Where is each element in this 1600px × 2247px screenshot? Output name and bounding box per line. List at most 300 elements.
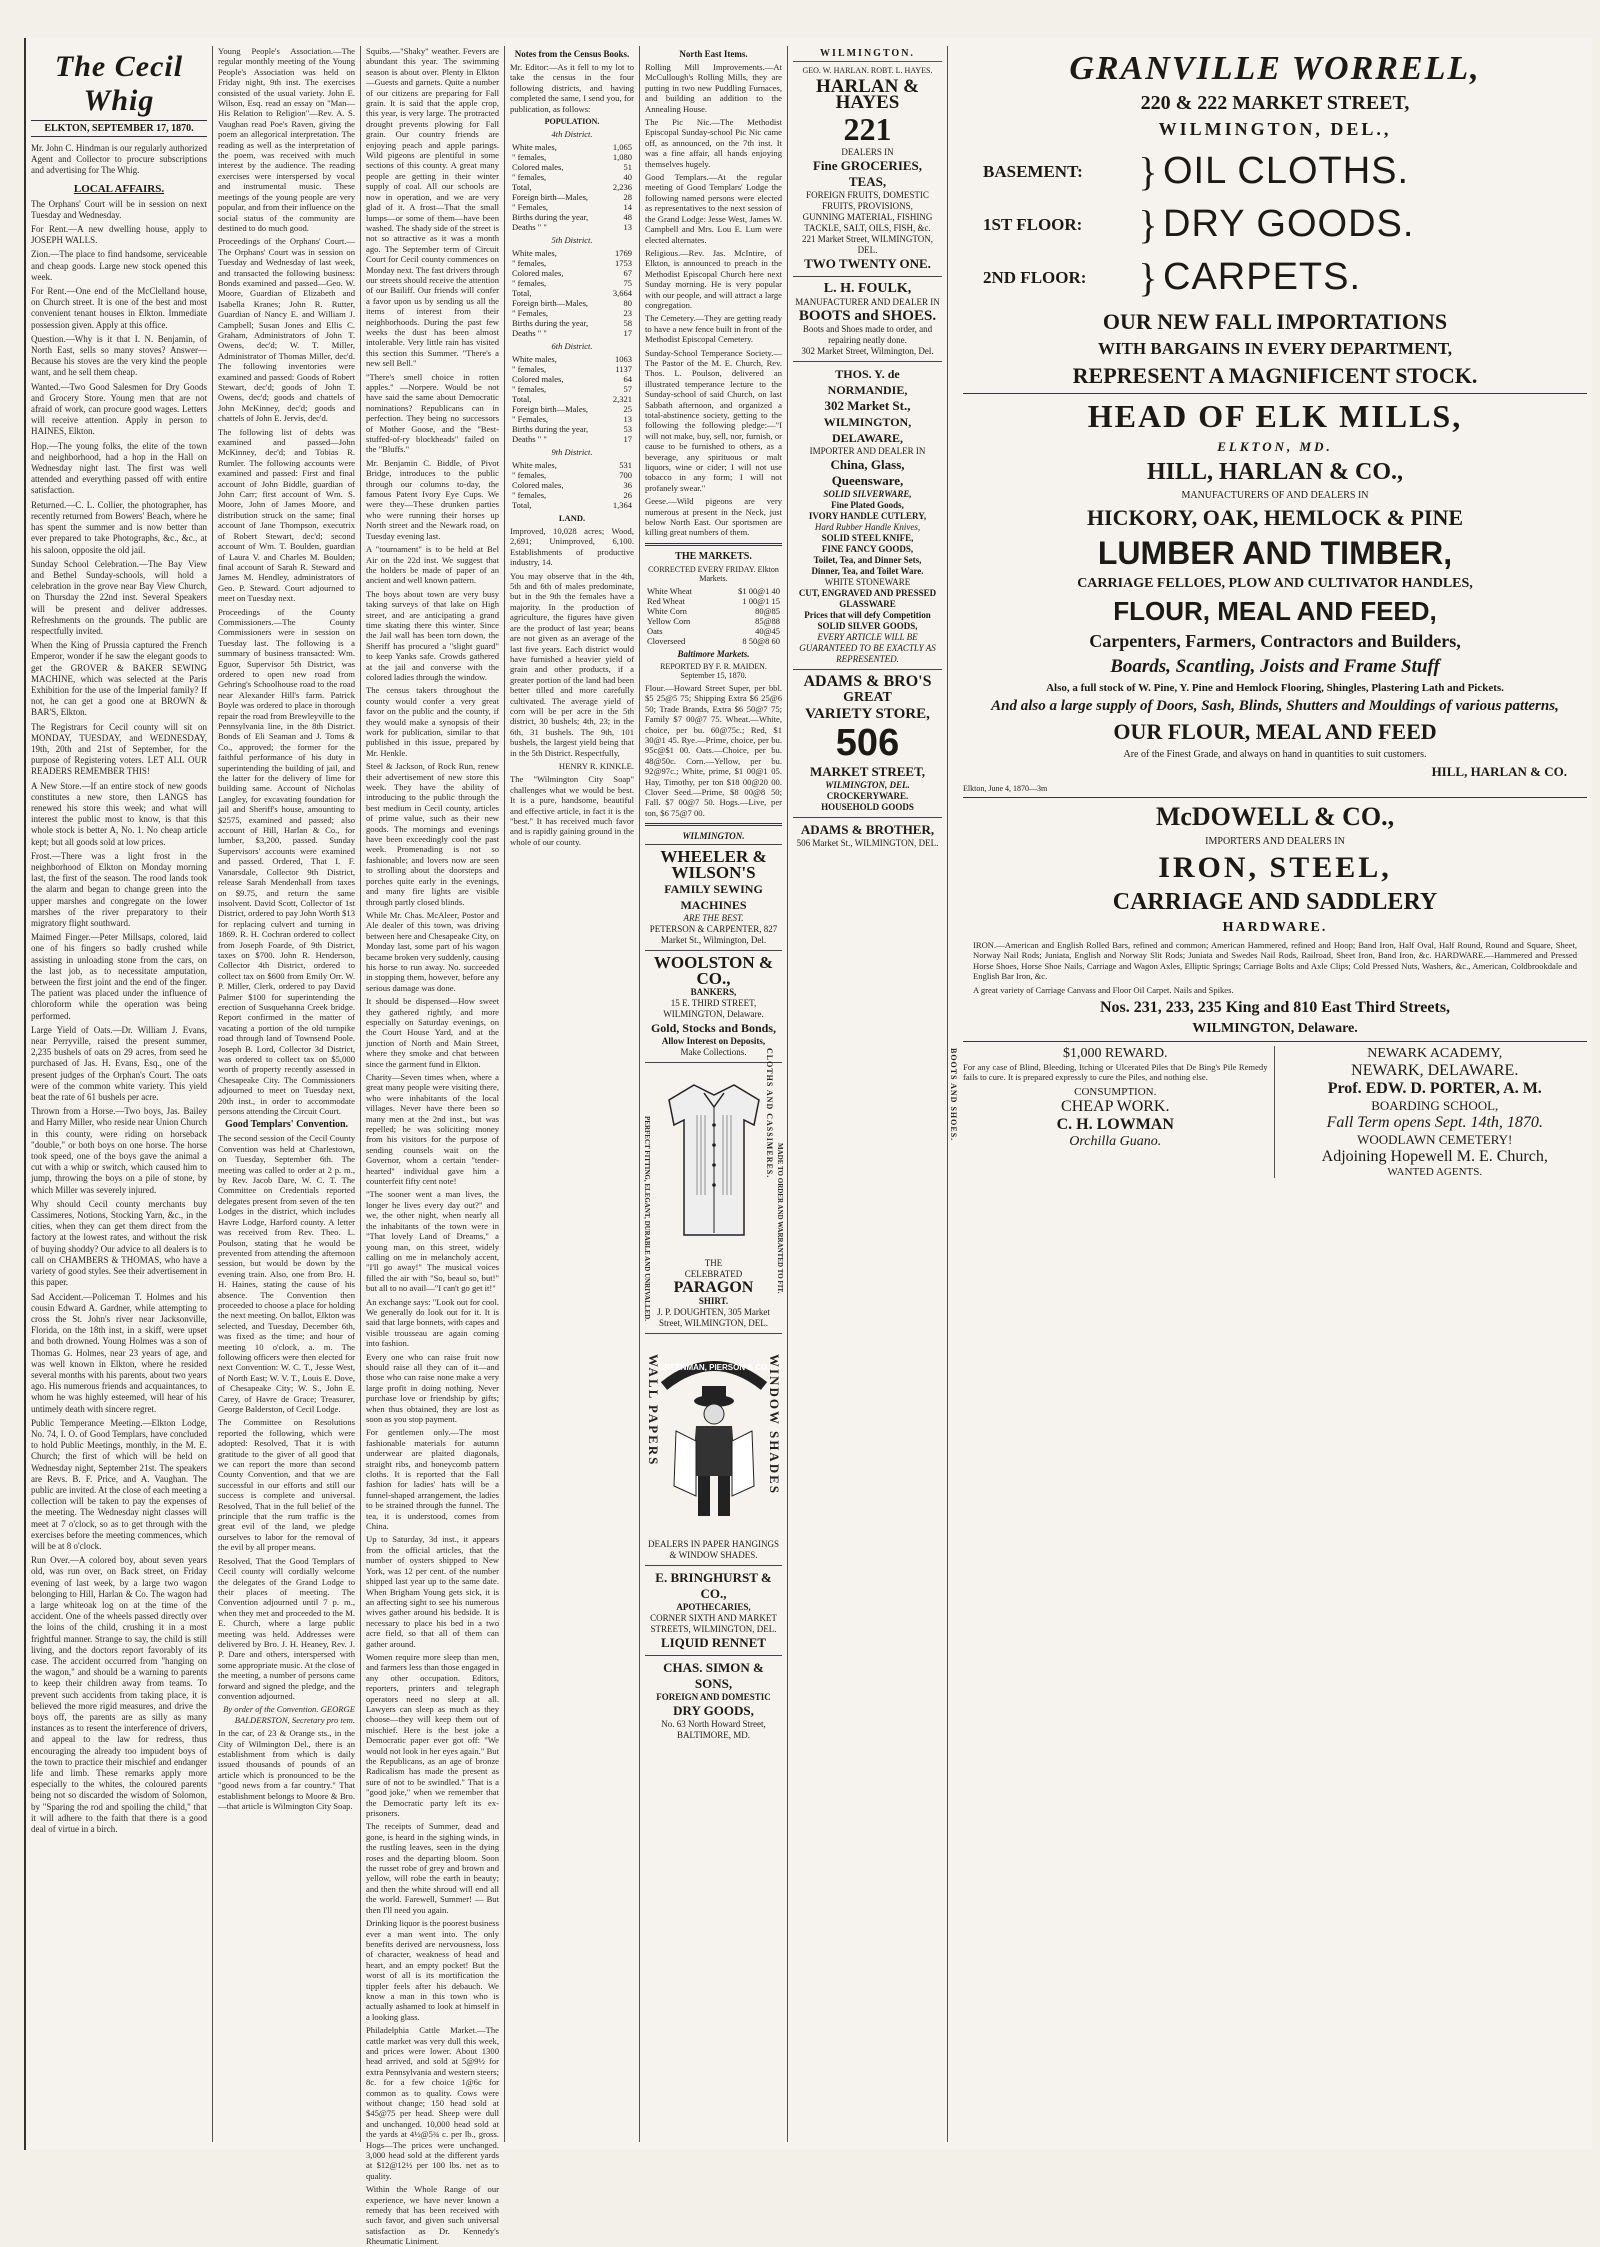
ad-text: Carpenters, Farmers, Contractors and Builders, — [1089, 631, 1461, 651]
ad-de-normandie — [793, 361, 942, 669]
table-cell: 25 — [623, 404, 632, 415]
census-table-6 — [510, 354, 634, 444]
ad-city: WILMINGTON, DEL., — [1158, 119, 1392, 139]
ad-address: Nos. 231, 233, 235 King and 810 East Third Streets, — [1099, 999, 1451, 1017]
ad-text: ARE THE BEST. — [683, 913, 744, 924]
ad-text: 302 Market St., — [824, 398, 911, 413]
table-cell: White males, — [512, 248, 557, 259]
table-cell: " females, — [512, 384, 547, 395]
ad-text: GUNNING MATERIAL, FISHING TACKLE, SALT, OILS, FISH, &c. — [802, 212, 933, 233]
table-cell: 17 — [623, 434, 632, 445]
article-paragraph: Sunday-School Temperance Society.—The Pastor of the M. E. Church, Rev. Thos. L. Poulson, delivered an illustrated temperance lecture to the Sunday-school of said Church, on last Sabbath afternoon, and organized a total-abstinence society, getting to the following the following pledge:—"I will not make, buy, sell, nor, furnish, or cause to be furnished to others, as a beverage, any spirituous or malt liquors, wine or cider; I will not use tobacco in any form; I will not profanely swear." — [645, 347, 782, 493]
table-row — [510, 374, 634, 384]
ad-subtitle: APOTHECARIES, — [676, 1602, 751, 1613]
census-table-4 — [510, 142, 634, 232]
table-cell: " females, — [512, 278, 547, 289]
local-item: Question.—Why is it that I. N. Benjamin, of North East, sells so many stoves? Answer—Because his stoves are the very kind the people want, and he sell them cheap. — [31, 333, 207, 378]
ad-text: CORNER SIXTH AND MARKET STREETS, WILMINGTON, DEL. — [650, 1613, 777, 1635]
table-heading: POPULATION. — [544, 117, 600, 127]
local-item: For Rent.—A new dwelling house, apply to JOSEPH WALLS. — [31, 224, 207, 246]
table-row — [510, 162, 634, 172]
floor-label: 1ST FLOOR: — [983, 214, 1083, 234]
local-item: Hop.—The young folks, the elite of the town and neighborhood, had a hop in the Hall on Wednesday night last. The first was well attended and everything passed off with entire satisfaction. — [31, 440, 207, 496]
table-cell: Births during the year, — [512, 424, 589, 435]
masthead-title: The Cecil Whig — [54, 50, 184, 117]
ad-text: CELEBRATED — [684, 1269, 743, 1280]
ad-text: CUT, ENGRAVED AND PRESSED GLASSWARE — [798, 588, 937, 609]
table-cell: Colored males, — [512, 480, 564, 491]
table-cell: Deaths " " — [512, 222, 547, 233]
ad-text: 506 Market St., WILMINGTON, DEL. — [796, 838, 939, 848]
table-row — [510, 212, 634, 222]
local-item: Frost.—There was a light frost in the neighborhood of Elkton on Monday morning last, the first of the season. The rood lands took the alarm and began to change green into the upper marshes and congregate on the lower marshes of the river preparatory to their migratory flight southward. — [31, 850, 207, 928]
article-paragraph: Proceedings of the Orphans' Court.—The Orphans' Court was in session on Tuesday and Wednesday of last week, and transacted the following business: Bonds examined and passed—Geo. W. Moore, Guardian of Elizabeth and Isabella Kranes; John R. Rutter, Guardian of Nancy E. and William J. Campbell; Susan Jones and Ellis C. Graham, Administrators of John T. Owens, dec'd; W. T. Miller, Administrator of Thomas Miller, dec'd. The following inventories were examined and passed: Goods of Robert Stewart, dec'd; goods of John T. Owens, dec'd; goods and chattels of John McKinney, dec'd; goods and chattels of John E. Jervis, dec'd. — [218, 236, 355, 424]
article-paragraph: Every one who can raise fruit now should raise all they can of it—and those who can raise none make a very large profit in doing nothing. Never purchase love or friendship by gifts; when thus obtained, they are lost as soon as you stop payment. — [366, 1351, 499, 1424]
ad-text: CROCKERYWARE. — [826, 791, 909, 801]
table-cell: 53 — [623, 424, 632, 435]
table-cell: Red Wheat — [647, 595, 685, 606]
ad-text: Prof. EDW. D. PORTER, A. M. — [1327, 1080, 1542, 1098]
table-heading: LAND. — [558, 513, 586, 524]
table-cell: 80@85 — [755, 605, 780, 616]
masthead-dateline: ELKTON, SEPTEMBER 17, 1870. — [31, 120, 207, 137]
section-heading: Notes from the Census Books. — [514, 49, 630, 59]
article-paragraph: Mr. Editor:—As it fell to my lot to take the census in the four following districts, and having completed the same, I send you, for publication, as follows: — [510, 62, 634, 114]
agent-notice: Mr. John C. Hindman is our regularly authorized Agent and Collector to procure subscriptions and advertising for The Whig. — [31, 143, 207, 176]
table-row — [510, 288, 634, 298]
ad-text: Are of the Finest Grade, and always on hand in quantities to suit customers. — [1123, 749, 1427, 760]
ad-bringhurst — [645, 1565, 782, 1655]
article-paragraph: While Mr. Chas. McAleer, Postor and Ale dealer of this town, was driving between here and Chesapeake City, on Monday last, some part of his wagon became broken very suddenly, causing his horse to run away. No. succeeded in stopping them, however, before any serious damage was done. — [366, 909, 499, 993]
table-row — [510, 308, 634, 318]
table-cell: 1137 — [615, 364, 632, 375]
table-cell: Births during the year, — [512, 318, 589, 329]
census-table-9 — [510, 460, 634, 510]
column-3 — [361, 46, 505, 2247]
ad-text: REPRESENT A MAGNIFICENT STOCK. — [1072, 363, 1478, 388]
floor-goods: CARPETS. — [1163, 256, 1362, 298]
ad-number: 506 — [835, 722, 900, 764]
vertical-caption: PERFECT FITTING, ELEGANT, DURABLE AND UNRIVALLED. — [643, 1115, 651, 1321]
ad-title: HARLAN & HAYES — [816, 76, 919, 113]
article-paragraph: Geese.—Wild pigeons are very numerous at present in the Neck, just below North East. Our sportsmen are killing great numbers of them. — [645, 496, 782, 538]
column-2 — [213, 46, 361, 2142]
article-paragraph: Resolved, That the Good Templars of Cecil county will cordially welcome the delegates of the Grand Lodge to their places of meeting. The Convention adjourned until 7 p. m., when they met and proceeded to the M. E. Church, where a large public meeting was held. Addresses were delivered by Bro. J. H. Heaney, Rev. J. P. Dare and others, interspersed with some appropriate music. At the close of the meeting, a number of persons came forward and signed the pledge, and the convention adjourned. — [218, 1555, 355, 1701]
ad-text: China, Glass, Queensware, — [830, 457, 905, 488]
ad-text: 15 E. THIRD STREET, WILMINGTON, Delaware. — [663, 998, 764, 1020]
table-cell: 40 — [623, 172, 632, 183]
ad-text: NEWARK, DELAWARE. — [1351, 1062, 1519, 1080]
table-cell: 48 — [623, 212, 632, 223]
ad-title: CHAS. SIMON & SONS, — [663, 1660, 764, 1692]
ad-date: Elkton, June 4, 1870—3m — [963, 784, 1048, 793]
table-row — [510, 298, 634, 308]
ad-body-text: For any case of Blind, Bleeding, Itching or Ulcerated Piles that De Bing's Pile Remedy fails to cure. It is prepared expressly to cure the Piles, and nothing else. — [963, 1062, 1268, 1083]
ad-adams-bros — [793, 669, 942, 817]
floor-row — [963, 256, 1587, 299]
ad-hill-harlan-title: HILL, HARLAN & CO., — [1146, 459, 1404, 485]
table-cell: 13 — [623, 414, 632, 425]
ad-text: SHIRT. — [698, 1296, 729, 1307]
ad-text: WILMINGTON, DEL. — [825, 780, 910, 790]
table-cell: 8 50@8 60 — [742, 635, 780, 646]
article-paragraph: Women require more sleep than men, and farmers less than those engaged in any other occupation. Editors, reporters, printers and telegraph operators need no sleep at all. Lawyers can sleep as much as they choose—they will keep them out of mischief. Here is the best joke a Democratic paper ever got off: "We would not look in her eyes again." But the Republicans, as an age of bronze Radicalism has made the present as sure of not to be swindled." That is a "good joke," when we remember that the Democratic party left its ex-prisoners. — [366, 1651, 499, 1819]
floor-row — [963, 150, 1587, 193]
ad-title: WOOLSTON & CO., — [653, 953, 774, 989]
article-paragraph: "The sooner went a man lives, the longer he lives every day out?" and we, the other night, when nearly all the inhabitants of the town were in "That lovely Land of Dreams," a young man, on this street, widely calling on me in melancholy accent, "I'll go away!" The musical voices filled the air with "So, beaul so, but!" but all to no avail—"I can't go get it!" — [366, 1189, 499, 1294]
ad-text: Boots and Shoes made to order, and repairing neatly done. — [802, 324, 933, 345]
ad-text: TWO TWENTY ONE. — [804, 256, 931, 271]
ad-head-of-elk-title: HEAD OF ELK MILLS, — [1087, 398, 1463, 434]
markets-subheading: CORRECTED EVERY FRIDAY. Elkton Markets. — [648, 564, 779, 583]
bottom-ads-right — [1283, 1046, 1588, 1178]
table-cell: Total, — [512, 500, 532, 511]
ad-subtitle: DEALERS IN — [841, 147, 894, 157]
table-row — [510, 460, 634, 470]
table-row — [510, 182, 634, 192]
table-cell: Foreign birth—Males, — [512, 404, 589, 415]
ad-text: Adjoining Hopewell M. E. Church, — [1321, 1148, 1548, 1166]
ad-text: SOLID SILVERWARE, — [823, 489, 912, 499]
ad-text: EVERY ARTICLE WILL BE GUARANTEED TO BE EXACTLY AS REPRESENTED. — [799, 632, 936, 664]
table-row — [510, 424, 634, 434]
section-heading: Good Templars' Convention. — [224, 1119, 349, 1131]
local-item: Sad Accident.—Policeman T. Holmes and his cousin Edward A. Gardner, while attempting to cross the St. John's river near Jacksonville, Florida, on the 18th inst, in a skiff, were upset and both drowned. Young Holmes was a son of Thomas G. Holmes, near 23 years of age, and was well known in Elkton, where he resided several months with his parents, about two years ago. His numerous friends and acquaintances, to whom he was highly esteemed, will hear of his untimely death with sincere regret. — [31, 1291, 207, 1414]
ad-text: CARRIAGE FELLOES, PLOW AND CULTIVATOR HANDLES, — [1077, 576, 1473, 591]
section-heading: North East Items. — [679, 49, 748, 59]
ad-title: CHEAP WORK. — [1061, 1097, 1170, 1115]
article-paragraph: Flour.—Howard Street Super, per bbl. $5 25@5 75; Shipping Extra $6 25@6 50; Trade Brands, Extra $6 50@7 75; Family $7 00@7 75. Wheat.—White, choice, per bu. 60@75c.; Red, $1 30@1 45. Rye.—Prime, choice, per bu. 95c@$1 00. Oats.—Choice, per bu. 48@50c. Corn.—Yellow, per bu. 92@97c.; White, prime, $1 00@1 05. Hay, Timothy, per ton $18 00@20 00. Clover Seed.—Prime, $8 00@8 50; Fall. $7 00@7 50. Hogs.—Live, per ton, $6 75@7 00. — [645, 682, 782, 818]
table-cell: " Females, — [512, 308, 549, 319]
ad-text: Prices that will defy Competition — [804, 610, 931, 620]
column-4 — [505, 46, 640, 2142]
table-cell: 85@88 — [755, 615, 780, 626]
article-paragraph: Squibs.—"Shaky" weather. Fevers are abundant this year. The swimming season is about over. Plenty in Elkton—Guests and garnets. Quite a number of our citizens are preparing for Fall grain. It is said that the apple crop, this year, is very large. The protracted drought prevents plowing for Fall grain. Our country friends are enjoying peach and apple parings. Wild pigeons are plentiful in some sections of this county. A great many people are getting in their winter supply of coal. All our schools are now in operation, and we are very glad of it. A frost—That the small lumps—or some of them—have been washed. The shady side of the street is not so attractive as it was a month ago. The September term of Circuit Court for Cecil county commences on Monday next. The fast drivers through our streets should receive the attention of our Bailiff. Our friends will confer a favor upon us by sending us all the items of interest from their neighborhoods. During the past few weeks the dust has been almost intolerable. Very little rain has visited this section this Summer. "There's a new sell Bell." — [366, 46, 499, 369]
table-cell: 75 — [623, 278, 632, 289]
table-cell: Foreign birth—Males, — [512, 192, 589, 203]
ad-text: OUR NEW FALL IMPORTATIONS — [1102, 309, 1448, 334]
local-item: Maimed Finger.—Peter Millsaps, colored, laid one of his fingers so badly crushed while assisting in unloading stone from the cars, on the last job, as to necessitate amputation, between the first joint and the end of the finger. The patient was placed under the influence of chloroform while the operation was being performed. — [31, 932, 207, 1021]
table-cell: Deaths " " — [512, 328, 547, 339]
table-cell: White males, — [512, 354, 557, 365]
table-cell: 13 — [623, 222, 632, 233]
ad-text: Dinner, Tea, and Toilet Ware. — [811, 566, 924, 576]
ad-text: HOUSEHOLD GOODS — [821, 802, 914, 812]
ad-text: Also, a full stock of W. Pine, Y. Pine and Hemlock Flooring, Shingles, Plastering Lath and Pickets. — [1046, 682, 1504, 694]
table-cell: 40@45 — [755, 625, 780, 636]
article-paragraph: The receipts of Summer, dead and gone, is heard in the sighing winds, in the rustling leaves, seen in the dying roses and the departing bloom. Soon the russet robe of grey and brown and yellow, will robe the earth in beauty; and then the white shroud will end all the world. Farewell, Summer! — But then I'll need you again. — [366, 1821, 499, 1915]
table-row — [510, 222, 634, 232]
man-with-banner-illustration-icon — [654, 1346, 774, 1526]
brace-icon: } — [1138, 254, 1158, 300]
table-cell: 1753 — [615, 258, 632, 269]
ad-city: ELKTON, MD. — [1217, 439, 1333, 454]
article-paragraph: Steel & Jackson, of Rock Run, renew their advertisement of new store this week. They have the ability of introducing to the public through the best medium in Cecil county, articles of prime value, such as their new goods. The mornings and evenings have been exceedingly cool the past week. Promenading is not so fashionable; and lovers now are seen to strolling about the doorsteps and porches quite early in the evenings, and many fire lights are visible through partly closed blinds. — [366, 761, 499, 907]
article-paragraph: The second session of the Cecil County Convention was held at Charlestown, on Tuesday, September 6th. The meeting was called to order at 2 p. m., by Rev. Jacob Dare, W. C. T. The Committee on Credentials reported delegates present from seven of the ten Lodges in the district, which includes Havre Lodge, Harford county. A letter was received from Rev. Theo. L. Poulson, stating that he would be prevented from attending the afternoon session, but would be down by the evening train. Also, one from Bro. H. H. Haines, stating the cause of his absence. The Convention then proceeded to choose a place for holding the next meeting. On ballot, Elkton was selected, and Tuesday, December 6th, was fixed as the time; and hour of meeting 10 o'clock, a. m. The following officers were then elected for next Convention: W. C. T., Jesse West, of North East; W. V. T., Louis E. Dove, of Chesapeake City; W. S., John E. Carey, of Havre de Grace; Treasurer, George Balderston, of Cecil Lodge. — [218, 1133, 355, 1414]
table-cell: 26 — [623, 490, 632, 501]
ad-text: Fine Plated Goods, — [831, 500, 904, 510]
table-cell: " females, — [512, 172, 547, 183]
section-local-affairs: LOCAL AFFAIRS. — [73, 182, 165, 195]
table-cell: 17 — [623, 328, 632, 339]
ad-title: PARAGON — [673, 1279, 754, 1297]
table-cell: 1063 — [615, 354, 632, 365]
local-item: Why should Cecil county merchants buy Cassimeres, Notions, Stocking Yarn, &c., in the cities, when they can get them direct from the factory at the lowest rates, and without the risk of buying shoddy? Our advice to all dealers is to call on CHAMBERS & THOMAS, who have a variety of good styles. See their advertisement in this paper. — [31, 1198, 207, 1288]
table-cell: Colored males, — [512, 162, 564, 173]
local-item: Thrown from a Horse.—Two boys, Jas. Bailey and Harry Miller, who reside near Union Church in this county, were riding on horseback "double," or both boys on one horse. The horse took speed, one of the boys gave the animal a cut with a whip or switch, which caused him to jump, throwing the boys on a pile of stone, by which Miller was severely injured. — [31, 1106, 207, 1195]
article-paragraph: The boys about town are very busy taking surveys of that lake on High street, and are anticipating a grand time skating there this winter. Since the Jail wall has been torn down, the Sheriff has procured a "slight guard" to keep Yanks safe. Crowds gathered at the jail and converse with the colored ladies through the window. — [366, 588, 499, 682]
ad-text: DEALERS IN PAPER HANGINGS & WINDOW SHADES. — [648, 1539, 779, 1561]
table-cell: White males, — [512, 142, 557, 153]
table-cell: Total, — [512, 394, 532, 405]
table-row — [510, 394, 634, 404]
local-item: Run Over.—A colored boy, about seven years old, was run over, on Back street, on Friday evening of last week, by a large two wagon belonging to Hill, Harlan & Co. The wagon had a large whiteoak log on at the time of the accident. One of the wheels passed directly over the loins of the child, crushing it in a most frightful manner. Strange to say, the child is still living, and the doctors report favorably of its case. The accident occurred from "hanging on the wagon," and should be a warning to parents to keep their children away from teams. To prevent such accidents from taking place, it is believed the more rigid measures, and drive the boys off, the parents are as silly as many instances as to resent the interference of drivers, and appeal to the law for redress, thus encouraging the already too impudent boys of the town to practice their mischief and endanger life and limb. These remarks apply more especially to the whites, the coloured parents being not so discarded the wisdom of Solomon, by "Sparing the rod and spoiling the child," that it will adhere to the faith that there is a good deal of virtue in a birch. — [31, 1555, 207, 1835]
ad-harlan-hayes — [793, 75, 942, 276]
shirt-illustration-icon — [659, 1075, 769, 1245]
section-heading: WILMINGTON. — [682, 831, 745, 842]
ad-text: No. 63 North Howard Street, BALTIMORE, MD. — [661, 1719, 766, 1741]
table-row — [510, 384, 634, 394]
article-paragraph: Rolling Mill Improvements.—At McCullough's Rolling Mills, they are putting in two new Puddling Furnaces, and building an addition to the Annealing House. — [645, 62, 782, 114]
table-cell: White males, — [512, 460, 557, 471]
article-paragraph: Charity—Seven times when, where a great many people were visiting there, who were inhabitants of the local villages. Never have there been so many men at the 2nd inst., but was repelled; he was soliciting money from his visitors for the purpose of sending counsels wait on the Governor, whom a certain "tender-hearted" individual gave him a counterfeit fifty cent note! — [366, 1072, 499, 1187]
floor-label: 2ND FLOOR: — [983, 267, 1087, 287]
ad-subtitle: MANUFACTURERS OF AND DEALERS IN — [1181, 490, 1369, 501]
vertical-caption: MADE TO ORDER AND WARRANTED TO FIT. — [776, 1142, 784, 1294]
local-item: Public Temperance Meeting.—Elkton Lodge, No. 74, I. O. of Good Templars, have concluded to hold Public Meetings, monthly, in the M. E. Church; the first of which will be held on Wednesday night, September 21st. The speakers are Revs. B. F. Price, and A. Vaughan. The public are invited. At the close of each meeting a collection will be taken to pay the expenses of the meeting. The Wednesday night classes will meet at 7 o'clock, so as to get through with the exercises before the meeting commences, which will be at 8 o'clock. — [31, 1417, 207, 1551]
table-cell: 1,065 — [612, 142, 632, 153]
ad-foulk — [793, 276, 942, 361]
table-row — [645, 596, 782, 606]
table-cell: White Wheat — [647, 585, 692, 596]
markets-heading: Baltimore Markets. — [677, 648, 750, 659]
ad-body-text: A great variety of Carriage Canvass and Floor Oil Carpet. Nails and Spikes. — [973, 984, 1234, 995]
ad-text: PETERSON & CARPENTER, 827 Market St., Wilmington, Del. — [649, 924, 778, 946]
article-paragraph: A "tournament" is to be held at Bel Air on the 22d inst. We suggest that the holders be made of paper of an ancient and well known pattern. — [366, 544, 499, 586]
table-cell: 14 — [623, 202, 632, 213]
ad-title: Orchilla Guano. — [1069, 1133, 1162, 1149]
ad-adams-brother — [793, 817, 942, 853]
table-row — [510, 142, 634, 152]
ad-address: 220 & 222 MARKET STREET, — [1140, 92, 1410, 114]
ad-text: IVORY HANDLE CUTLERY, — [808, 511, 927, 521]
ad-text: VARIETY STORE, — [805, 706, 930, 722]
ad-text: 302 Market Street, Wilmington, Del. — [801, 346, 934, 356]
ad-text: MARKET STREET, — [809, 764, 926, 779]
section-heading: WILMINGTON. — [793, 48, 942, 62]
ad-simon-sons — [645, 1655, 782, 1745]
table-row — [510, 278, 634, 288]
table-cell: " females, — [512, 490, 547, 501]
table-cell: " females, — [512, 470, 547, 481]
ad-text: CARRIAGE AND SADDLERY — [1112, 889, 1438, 915]
local-item: The Orphans' Court will be in session on next Tuesday and Wednesday. — [31, 198, 207, 220]
ad-text: SOLID SILVER GOODS, — [817, 621, 918, 631]
bottom-ads-left — [963, 1046, 1275, 1178]
local-item: Wanted.—Two Good Salesmen for Dry Goods and Grocery Store. Young men that are not afraid of work, can procure good wages. Letters will receive attention. Apply in person to HAINES, Elkton. — [31, 381, 207, 437]
brace-icon: } — [1138, 201, 1158, 247]
floor-goods: OIL CLOTHS. — [1163, 150, 1410, 192]
ad-text: Make Collections. — [680, 1047, 747, 1058]
ad-text: Allow Interest on Deposits, — [661, 1036, 766, 1047]
article-paragraph: The Committee on Resolutions reported the following, which were adopted: Resolved, That it is with gratitude to the giver of all good that we can report the more than second County Convention, and that we are successful in our efforts and still our success is complete and universal. Resolved, That in the full belief of the principle that the rum traffic is the great evil of the land, we pledge ourselves to labor for the removal of the evil by all proper means. — [218, 1417, 355, 1553]
article-paragraph: Proceedings of the County Commissioners.—The County Commissioners were in session on Tuesday last. The following is a summary of business transacted: Wm. Eguor, Supervisor 5th District, was ordered to open new road from Gehring's Schoolhouse road to the road near Alexander Hill's farm. Patrick Boyle was ordered to place in thorough repair the road from Brewleyville to the Pennsylvania line, in the 8th District. Bonds of Eli Seaman and J. Toms & Co., approved; the former for the faithful performance of his duty in superintending the building of jail, and the latter for the delivery of lime for building same. Account of Nicholas Langley, for excavating foundation for jail and Sheriff's house, amounting to $2575, examined and passed; also account of Hill, Harlan & Co., for lumber, $3,200, passed. Sunday Supervisors' accounts were examined and passed. Ordered, That I. F. Vanarsdale, Collector 9th District, release Sarah Mendenhall from taxes on $9.75, and return the same insolvent. David Scott, Collector of 1st District, ordered to pay John Worth $13 for replacing culvert and turning in 1869. R. H. Cochran ordered to collect from Joseph Foarde, of 9th District, taxes on $700. John R. Henderson, Collector 4th District, ordered to collect tax on $600 from Emily Orr. W. P. Miller, Clerk, ordered to pay David Palmer $100 for superintending the erection of Susquehanna Creek bridge. Report confirmed in the matter of vacating a portion of the old turnpike road through land of Townsend Poole. Joseph B. Lord, Collector 3d District, was ordered to collect tax on $5,000 worth of property recently assessed in Chesapeake City. The Commissioners adjourned to meet on Tuesday next, 20th inst., in order to accommodate persons attending the Circuit Court. — [218, 606, 355, 1117]
local-item: When the King of Prussia captured the French Emperor, wonder if he saw the elegant goods to get the GROVER & BAKER SEWING MACHINE, which was selected at the Paris Exhibition for the use of the Imperial family? If not, he can get a good one at BROWN & BAR'S, Elkton. — [31, 640, 207, 718]
ad-text: Hard Rubber Handle Knives, — [814, 522, 921, 532]
signature: HENRY R. KINKLE. — [558, 760, 634, 771]
article-paragraph: Good Templars.—At the regular meeting of Good Templars' Lodge the following named persons were elected as representatives to the next session of the Grand Lodge: Jesse West, James W. Campbell and Mrs. Lou E. Lum were elected alternates. — [645, 172, 782, 245]
ad-text: IRON, STEEL, — [1158, 851, 1392, 884]
ad-title: THOS. Y. de NORMANDIE, — [827, 367, 908, 397]
table-cell: 51 — [623, 162, 632, 173]
banner-arc-label: CREENMAN, PIERSON & CO. — [657, 1363, 770, 1373]
article-paragraph: An exchange says: "Look out for cool. We generally do look out for it. It is said that large bonnets, with capes and visible trousseau are again coming into fashion. — [366, 1296, 499, 1349]
table-cell: 67 — [623, 268, 632, 279]
table-row — [645, 606, 782, 616]
markets-heading: THE MARKETS. — [675, 550, 752, 562]
ad-text: FOREIGN FRUITS, DOMESTIC FRUITS, PROVISIONS, — [806, 190, 929, 211]
table-cell: 64 — [623, 374, 632, 385]
ad-text: BOARDING SCHOOL, — [1371, 1098, 1499, 1114]
ad-text: GEO. W. HARLAN. ROBT. L. HAYES. — [802, 66, 933, 75]
article-paragraph: It should be dispensed—How sweet they gathered rightly, and more especially on Saturday evenings, on the Court House Yard, and at the junction of North and Main Street, where they smoke and chat between since the garment fund in Elkton. — [366, 996, 499, 1069]
ad-mcdowell-title: McDOWELL & CO., — [1155, 802, 1395, 831]
local-item: Sunday School Celebration.—The Bay View and Bethel Sunday-schools, will hold a celebration in the grove near Bay View Church, on Thursday the 22nd inst. Several Speakers will be present and deliver addresses. Refreshments on the grounds. The public are respectfully invited. — [31, 558, 207, 636]
table-cell: Oats — [647, 625, 663, 636]
article-paragraph: Within the Whole Range of our experience, we have never known a remedy that has been received with such favor, and given such universal satisfaction as Dr. Kennedy's Rheumatic Liniment. — [366, 2184, 499, 2247]
district-heading: 9th District. — [551, 447, 593, 458]
article-paragraph: Young People's Association.—The regular monthly meeting of the Young People's Association was held on Friday night, 9th inst. The exercises consisted of the usual variety. John E. Wilson, Esq. read an essay on "Man—His Relation to Religion"—Rev. A. S. Vaughan read Poe's Raven, giving the poem an allegorical interpretation. The reading as well as the interpretation of the poem, was received with much interest by the audience. The reading exercises were interspersed by vocal and instrumental music. These meetings of the young people are very popular, and from their influence on the social status of the community are destined to do much good. — [218, 46, 355, 233]
signature: By order of the Convention. GEORGE BALDERSTON, Secretary pro tem. — [223, 1704, 355, 1725]
ad-wall-papers — [645, 1333, 782, 1565]
ad-text: C. H. LOWMAN — [1056, 1115, 1174, 1133]
table-cell: White Corn — [647, 605, 687, 616]
table-cell: Colored males, — [512, 268, 564, 279]
column-1 — [26, 46, 213, 2142]
table-cell: 58 — [623, 318, 632, 329]
ad-title: WANTED AGENTS. — [1387, 1166, 1483, 1179]
district-heading: 5th District. — [551, 235, 593, 246]
district-heading: 4th District. — [551, 129, 593, 140]
article-paragraph: Mr. Benjamin C. Biddle, of Pivot Bridge, introduces to the public through our columns to-day, the famous Patent Ivory Eye Cups. We were they—These drunken parties who were running their horses up North street and the Newark road, on Tuesday evening last. — [366, 457, 499, 541]
ad-text: LIQUID RENNET — [660, 1635, 767, 1651]
table-cell: " Females, — [512, 414, 549, 425]
table-cell: 80 — [623, 298, 632, 309]
table-cell: 531 — [619, 460, 632, 471]
ad-title: NEWARK ACADEMY, — [1367, 1046, 1503, 1062]
article-paragraph: Improved, 10,028 acres; Wood, 2,691; Unimproved, 6,100. Establishments of productive industry, 14. — [510, 526, 634, 568]
table-row — [510, 202, 634, 212]
article-paragraph: Religious.—Rev. Jas. McIntire, of Elkton, is announced to preach in the Methodist Episcopal Church here next Sunday morning. He is very popular with our people, and will attract a large congregation. — [645, 247, 782, 310]
table-row — [510, 172, 634, 182]
brace-icon: } — [1138, 148, 1158, 194]
ad-text: THE — [704, 1258, 723, 1269]
table-cell: 700 — [619, 470, 632, 481]
table-cell: 1,080 — [612, 152, 632, 163]
ad-text: Boards, Scantling, Joists and Frame Stuff — [1110, 656, 1440, 677]
local-item: Zion.—The place to find handsome, serviceable and cheap goods. Large new stock opened this week. — [31, 249, 207, 282]
article-paragraph: The following list of debts was examined and passed—John McKinney, dec'd; and Tobias R. Rumler. The following accounts were examined and passed: First and final account of John Biddle, guardian of John Carr; first account of Wm. S. Moore, John of James Moore, and distribution struck on the same; final account of Jane Thompson, executrix of Robert Stewart, dec'd; second account of Wm. T. Boulden, guardian of Laura V. and Charles M. Boulden; final account of Sarah R. Steward and James M. Hendley, administrators of Geo. P. Steward. Court adjourned to meet on Tuesday next. — [218, 426, 355, 604]
ad-text: Fall Term opens Sept. 14th, 1870. — [1326, 1114, 1543, 1132]
table-cell: Colored males, — [512, 374, 564, 385]
ad-subtitle: MANUFACTURER AND DEALER IN — [795, 297, 940, 307]
table-row — [510, 490, 634, 500]
ad-title: CONSUMPTION. — [1074, 1085, 1157, 1098]
ad-title: E. BRINGHURST & CO., — [655, 1570, 772, 1602]
ad-subtitle: FAMILY SEWING MACHINES — [664, 882, 763, 913]
table-cell: 23 — [623, 308, 632, 319]
ad-title: WOODLAWN CEMETERY! — [1357, 1132, 1513, 1148]
table-row — [510, 470, 634, 480]
column-6 — [788, 46, 948, 2142]
ad-text: WHITE STONEWARE — [824, 577, 911, 587]
table-cell: Deaths " " — [512, 434, 547, 445]
table-row — [645, 626, 782, 636]
table-row — [510, 318, 634, 328]
vertical-caption: BOOTS AND SHOES. — [949, 1048, 958, 1142]
article-paragraph: Drinking liquor is the poorest business ever a man went into. The only benefits derived are nervousness, loss of character, weakness of head and heart, and an empty pocket! But the worst of all is its mortification the tippler feels after his debauch. We know a man in this town who is actually ashamed to look at himself in a looking glass. — [366, 1918, 499, 2022]
ad-city: WILMINGTON, Delaware. — [1192, 1021, 1358, 1037]
table-cell: 1769 — [615, 248, 632, 259]
ad-subtitle: IMPORTERS AND DEALERS IN — [1205, 836, 1345, 847]
article-paragraph: Philadelphia Cattle Market.—The cattle market was very dull this week, and prices were lower. About 1300 head arrived, and sold at 5@9½ for extra Pennsylvania and western steers; 8c. for a few choice 1@6c for common as to quality. Cows were without change; 150 head sold at $45@75 per head. Sheep were dull and unchanged. 10,000 head sold at the yards at 4½@5¾ c. per lb., gross. Hogs—The prices were unchanged. 3,000 head sold at the different yards at $12@12½ per 100 lbs. net as to quality. — [366, 2025, 499, 2181]
table-cell: 28 — [623, 192, 632, 203]
local-item: Large Yield of Oats.—Dr. William J. Evans, near Perryville, raised the present summer, 2,235 bushels of oats on 29 acres, from seed he purchased of Jas. H. Evans, Esq., one of the present judges of the Orphan's Court. The oats were of the common white variety. This yield beat the rate of 61 bushels per acre. — [31, 1024, 207, 1103]
table-cell: Total, — [512, 182, 532, 193]
local-item: The Registrars for Cecil county will sit on MONDAY, TUESDAY, and WEDNESDAY, 19th, 20th and 21st of September, for the purpose of Registering voters. LET ALL OUR READERS REMEMBER THIS! — [31, 721, 207, 777]
table-cell: $1 00@1 40 — [738, 585, 780, 596]
ad-body-text: IRON.—American and English Rolled Bars, refined and common; American Hammered, refined and Hoop; Band Iron, Half Oval, Half Round, Round and Square, Sheet, Norway Nail Rods; Juniata, English and Norway Slit Rods; Juniata and Swedes Nail Rods, Railroad, Sheet Iron, Band Iron, &c. HARDWARE.—Hammered and Pressed Horse Shoes, Horse Shoe Nails, Carriage and Wagon Axles, Elliptic Springs; Carriage Bolts and Axle Clips; Cold Pressed Nuts, Washers, &c., American, Coldbrookdale and English Bar Iron, &c. — [973, 940, 1577, 982]
ad-signature: HILL, HARLAN & CO. — [1431, 764, 1567, 779]
ad-text: J. P. DOUGHTEN, 305 Market Street, WILMINGTON, DEL. — [657, 1307, 770, 1329]
table-row — [510, 248, 634, 258]
table-cell: 3,664 — [612, 288, 632, 299]
ad-granville-worrell-title: GRANVILLE WORRELL, — [1069, 50, 1481, 87]
article-paragraph: "There's smell choice in rotten apples." —Norpere. Would be not have said the same about Democratic nominations? Republicans can in perfection. They being no successors of Mother Goose, and the "Best-stuffed-of-ry blockheads" failed on the "Bluffs." — [366, 371, 499, 455]
table-row — [510, 152, 634, 162]
table-row — [510, 364, 634, 374]
table-cell: " females, — [512, 152, 547, 163]
table-row — [510, 500, 634, 510]
article-paragraph: Up to Saturday, 3d inst., it appears from the official articles, that the number of oysters shipped to New York, was 12 per cent. of the number shipped last year up to the same date. When Brigham Young gets sick, it is an affecting sight to see his numerous wives gather around his bedside. It is necessary to place his bed in a two acre field, so that all of them can gather around. — [366, 1534, 499, 1649]
article-paragraph: You may observe that in the 4th, 5th and 6th of males predominate, but in the 9th the females have a majority. In the production of agriculture, the figures have given are the product of last year; beans are not given as an average of the last five years. Each district would have furnished a heavier yield of grain and other products, if a greater portion of the land had been better tilled and more carefully cultivated. The average yield of corn will be per acre in the 5th district, 30 bushels; 4th, 23; in the 6th, 31 bushels. The 9th, 101 bushels, the largest yield being that in the 5th District. Respectfully, — [510, 570, 634, 758]
table-row — [645, 616, 782, 626]
district-heading: 6th District. — [551, 341, 593, 352]
ad-title: WHEELER & WILSON'S — [660, 847, 767, 883]
ad-paragon-shirt — [645, 1062, 782, 1333]
vertical-caption: WALL PAPERS — [646, 1354, 661, 1467]
ad-text: And also a large supply of Doors, Sash, Blinds, Shutters and Mouldings of various patterns, — [991, 698, 1559, 714]
ad-text: SOLID STEEL KNIFE, — [821, 533, 914, 543]
article-paragraph: The Cemetery.—They are getting ready to have a new fence built in front of the Methodist Episcopal Cemetery. — [645, 313, 782, 345]
ad-text: WILMINGTON, DELAWARE, — [823, 415, 912, 445]
ad-text: DRY GOODS, — [673, 1703, 754, 1719]
bottom-ads-row — [963, 1046, 1587, 1178]
table-cell: Yellow Corn — [647, 615, 691, 626]
ad-text: Fine GROCERIES, TEAS, — [812, 158, 923, 189]
ad-text: Toilet, Tea, and Dinner Sets, — [813, 555, 922, 565]
table-row — [510, 328, 634, 338]
article-paragraph: In the car, of 23 & Orange sts., in the City of Wilmington Del., there is an establishment from which is daily issued thousands of pounds of an article which is pronounced to be the "good news from a far country." That establishment belongs to Moore & Bro.—that article is Wilmington City Soap. — [218, 1728, 355, 1812]
ad-text: FINE FANCY GOODS, — [821, 544, 914, 554]
table-row — [510, 434, 634, 444]
table-cell: 57 — [623, 384, 632, 395]
ad-text: OUR FLOUR, MEAL AND FEED — [1113, 719, 1437, 744]
ad-title: ADAMS & BRO'S — [803, 673, 932, 690]
table-cell: 1 00@1 15 — [742, 595, 780, 606]
vertical-caption: CLOTHS AND CASSIMERES. — [765, 1048, 774, 1179]
table-cell: Total, — [512, 288, 532, 299]
